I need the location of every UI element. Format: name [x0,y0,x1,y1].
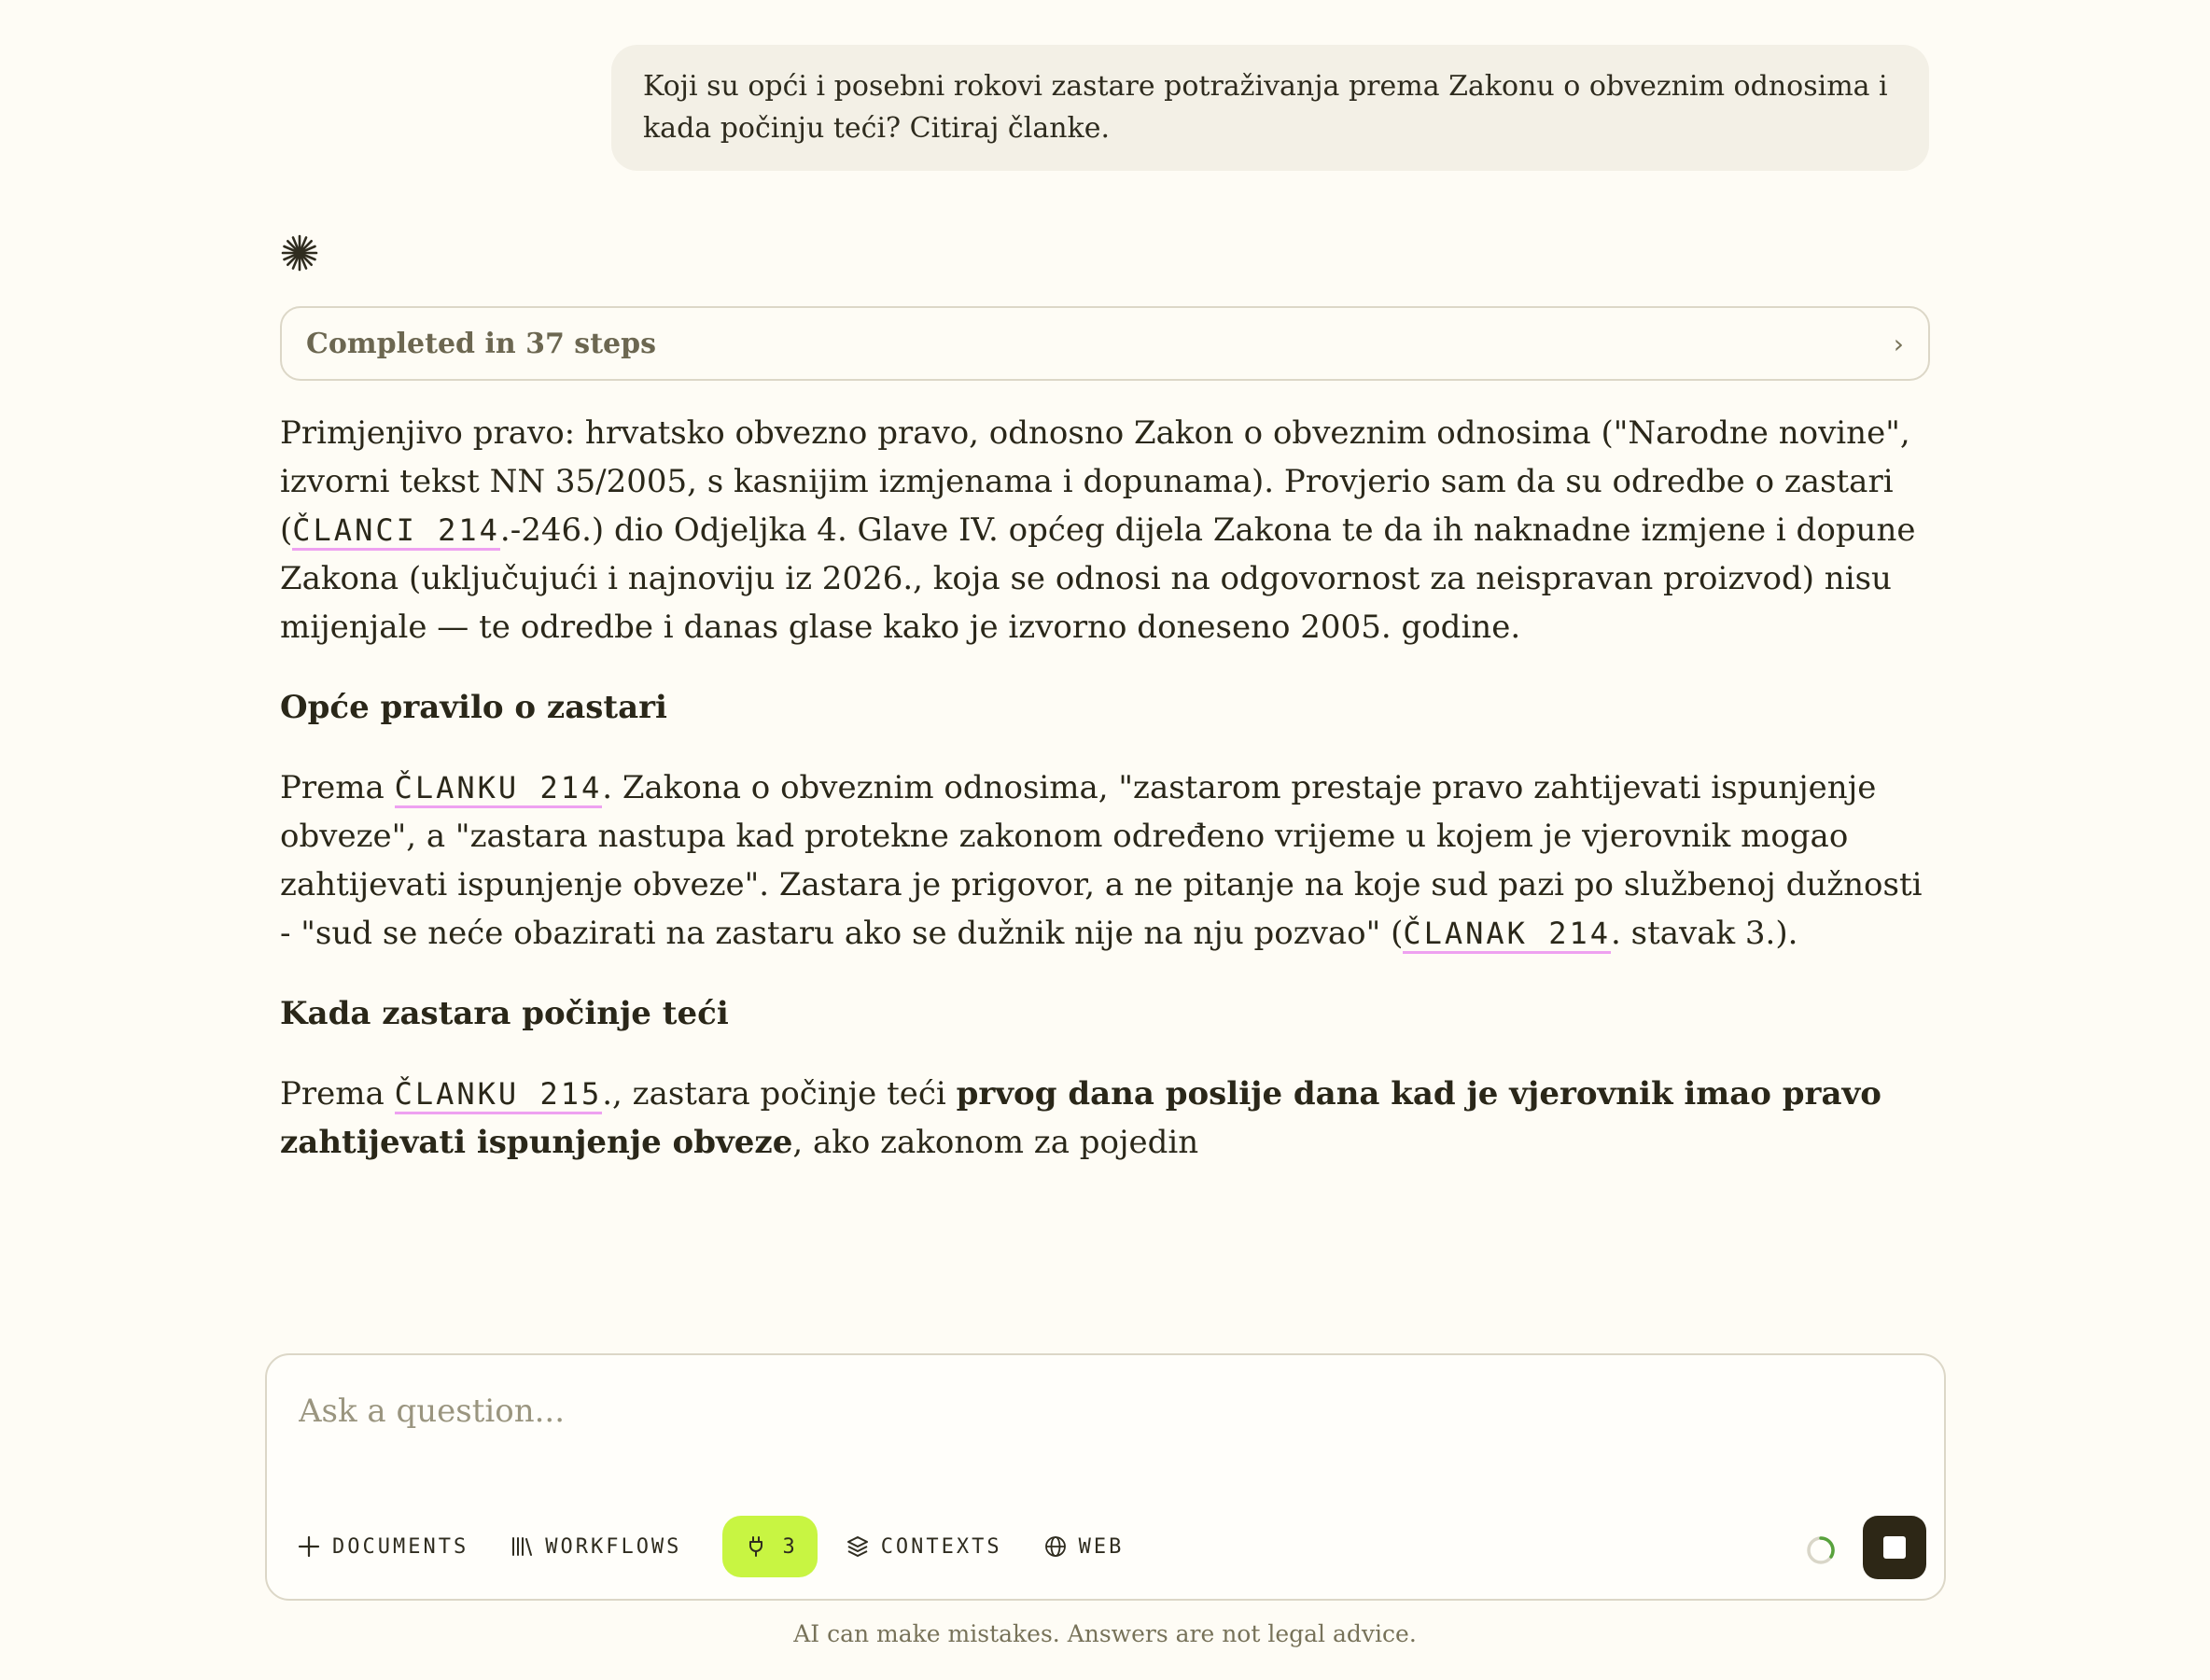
steps-summary-toggle[interactable] [280,306,1930,381]
layers-icon [846,1534,870,1559]
user-message-text: Koji su opći i posebni rokovi zastare potraživanja prema Zakonu o obveznim odnosima i kada počinju teći? Citiraj članke. [643,70,1888,145]
documents-button[interactable] [297,1516,469,1577]
answer-text: ., zastara počinje teći [602,1075,957,1113]
answer-text: Prema [280,1075,395,1113]
answer-text: .-246.) dio Odjeljka 4. Glave IV. općeg dijela Zakona te da ih naknadne izmjene i dopune Zakona (uključujući i najnoviju iz 2026., koja se odnosi na odgovornost za neispravan proizvod) nisu mijenjale — te odredbe i danas glase kako je izvorno doneseno 2005. godine. [280,511,1916,646]
spinner-icon [1805,1534,1837,1566]
workflows-button[interactable] [510,1516,681,1577]
answer-text: . stavak 3.). [1611,915,1798,952]
web-label: WEB [1078,1534,1125,1559]
assistant-answer [280,409,1932,1198]
plugins-button[interactable] [722,1516,817,1577]
composer-toolbar [297,1516,1165,1577]
steps-summary-label: Completed in 37 steps [306,327,656,360]
workflows-label: WORKFLOWS [545,1534,682,1559]
answer-paragraph [280,1070,1932,1167]
answer-text: Primjenjivo pravo: hrvatsko obvezno pravo, odnosno Zakon o obveznim odnosima ("Narodne novine", izvorni tekst NN 35/2005, s kasnijim izmjenama i dopunama). Provjerio sam da su odredbe o zastari ( [280,414,1910,549]
stop-icon [1883,1536,1906,1559]
composer [265,1353,1946,1601]
answer-bold-text: prvog dana poslije dana kad je vjerovnik imao pravo zahtijevati ispunjenje obveze [280,1075,1881,1161]
citation-link[interactable]: ČLANCI 214 [292,512,500,551]
documents-label: DOCUMENTS [332,1534,469,1559]
answer-paragraph [280,763,1932,958]
answer-text: Prema [280,769,395,806]
web-button[interactable] [1043,1516,1125,1577]
plug-icon [745,1535,767,1558]
user-message [611,45,1929,171]
citation-link[interactable]: ČLANKU 215 [395,1076,603,1114]
globe-icon [1043,1534,1068,1559]
chevron-right-icon: › [1893,328,1904,359]
citation-link[interactable]: ČLANAK 214 [1403,916,1611,954]
stop-button[interactable] [1863,1516,1926,1579]
answer-heading: Kada zastara počinje teći [280,995,729,1032]
disclaimer: AI can make mistakes. Answers are not legal advice. [793,1620,1417,1647]
answer-paragraph [280,409,1932,651]
asterisk-icon [280,233,319,273]
answer-text: , ako zakonom za pojedin [792,1124,1199,1161]
question-input[interactable] [297,1378,1887,1445]
citation-link[interactable]: ČLANKU 214 [395,770,603,808]
library-icon [510,1534,534,1559]
answer-heading: Opće pravilo o zastari [280,689,667,726]
plus-icon [297,1534,321,1559]
contexts-button[interactable] [846,1516,1002,1577]
contexts-label: CONTEXTS [880,1534,1002,1559]
plugins-count: 3 [782,1534,795,1559]
answer-text: . Zakona o obveznim odnosima, "zastarom prestaje pravo zahtijevati ispunjenje obveze", a "zastara nastupa kad protekne zakonom određeno vrijeme u kojem je vjerovnik mogao zahtijevati ispunjenje obveze". Zastara je prigovor, a ne pitanje na koje sud pazi po službenoj dužnosti - "sud se neće obazirati na zastaru ako se dužnik nije na nju pozvao" ( [280,769,1923,952]
